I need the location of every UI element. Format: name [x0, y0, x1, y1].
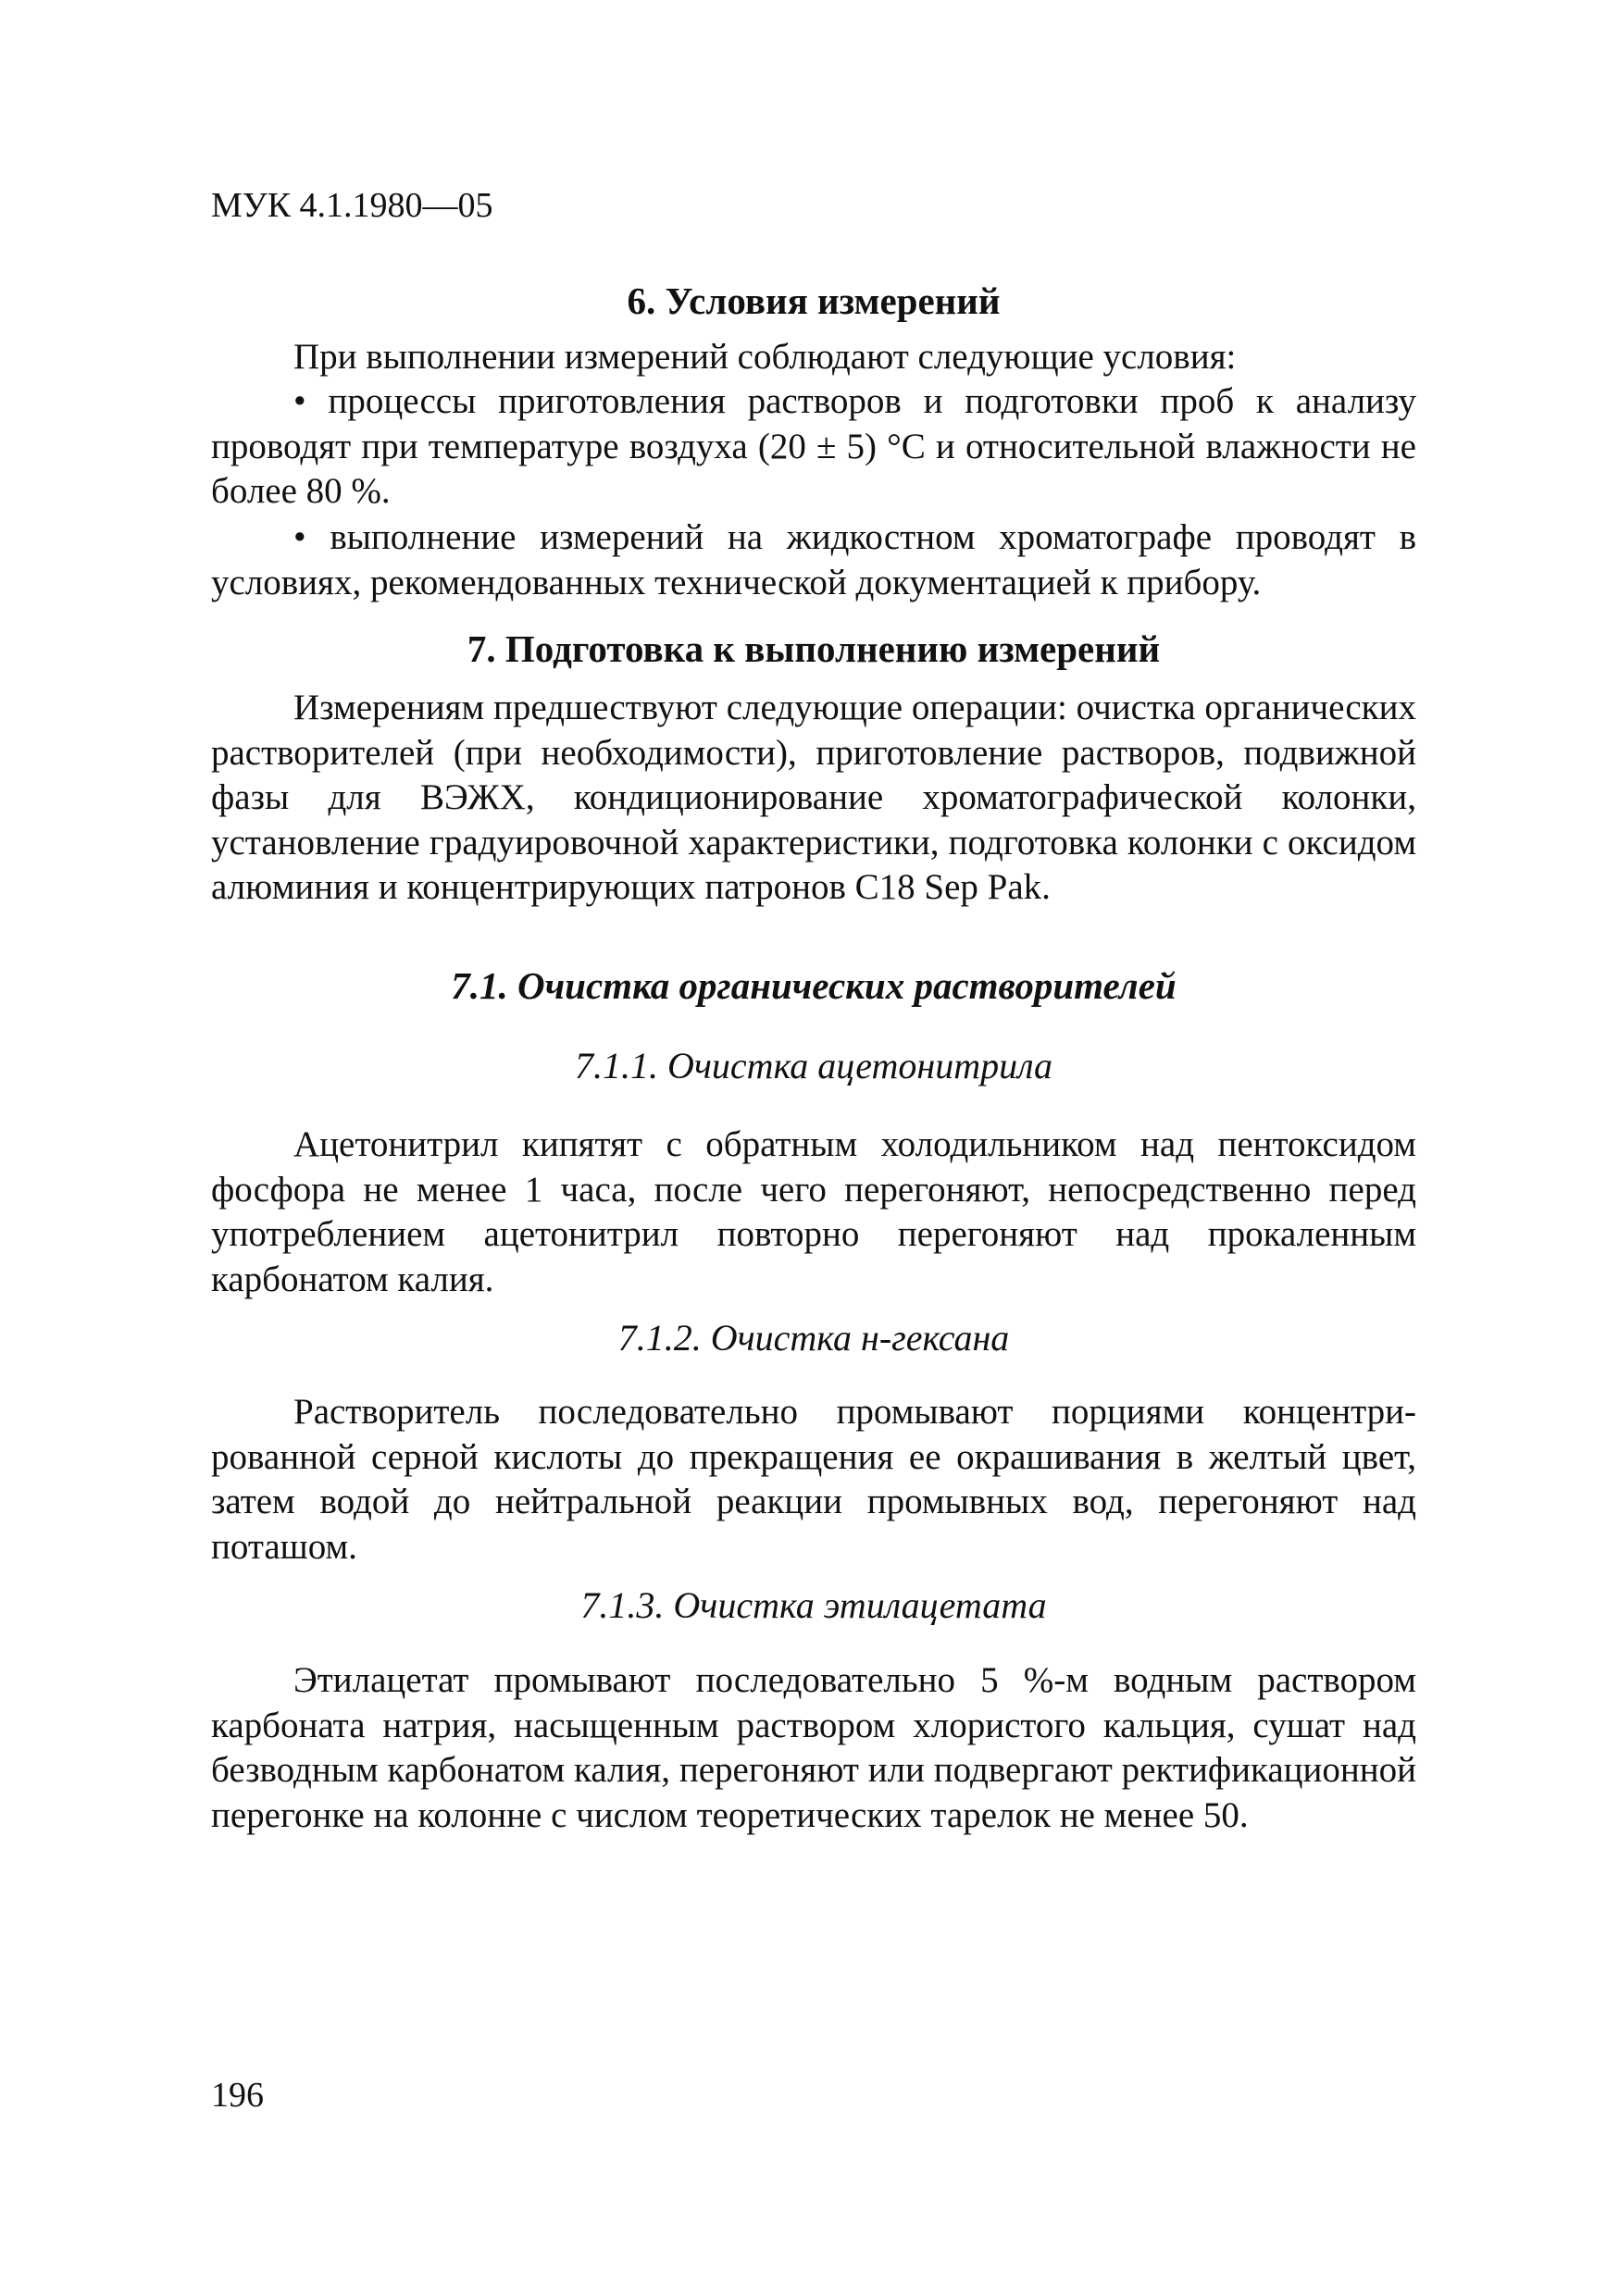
section-7-1-title: 7.1. Очистка органических растворителей	[451, 964, 1177, 1007]
bullet-mark: •	[293, 517, 306, 557]
section-7-title: 7. Подготовка к выполнению измерений	[467, 627, 1161, 670]
section-6-bullet-2	[211, 515, 1416, 605]
section-6-title: 6. Условия измерений	[627, 279, 1001, 322]
section-7-paragraph: Измерениям предшествуют следующие операции: очистка органических растворителей (при необходимости), приготовление растворов, подвижной фазы для ВЭЖХ, кондиционирование хроматографической колонки, установление градуировочной характеристики, подготовка колонки с оксидом алюминия и концентрирующих патронов C18 Sep Pak.	[211, 688, 1416, 907]
section-6-intro: При выполнении измерений соблюдают следующие условия:	[293, 337, 1237, 377]
section-7-1-1-paragraph: Ацетонитрил кипятят с обратным холодильником над пентоксидом фосфора не менее 1 часа, после чего перегоняют, непосредственно перед употреблением ацетонитрил повторно перегоняют над прокаленным карбонатом калия.	[211, 1124, 1416, 1299]
bullet-mark: •	[293, 381, 306, 421]
bullet-text: выполнение измерений на жидкостном хроматографе проводят в условиях, рекомендованных технической документацией к прибору.	[211, 517, 1416, 602]
section-7-1-1-title: 7.1.1. Очистка ацетонитрила	[574, 1045, 1053, 1086]
section-7-1-2-paragraph: Растворитель последовательно промывают порциями концентрированной серной кислоты до прекращения ее окрашивания в желтый цвет, затем водой до нейтральной реакции промывных вод, перегоняют над поташом.	[211, 1392, 1416, 1567]
page-number: 196	[211, 2076, 264, 2115]
section-7-1-2-title: 7.1.2. Очистка н-гексана	[617, 1317, 1010, 1359]
bullet-text: процессы приготовления растворов и подготовки проб к анализу проводят при температуре воздуха (20 ± 5) °С и относительной влажности не более 80 %.	[211, 381, 1417, 511]
section-7-1-3-paragraph: Этилацетат промывают последовательно 5 %-м водным раствором карбоната натрия, насыщенным раствором хлористого кальция, сушат над безводным карбонатом калия, перегоняют или подвергают ректификационной перегонке на колонне с числом теоретических тарелок не менее 50.	[211, 1660, 1416, 1835]
document-code: МУК 4.1.1980—05	[211, 186, 493, 225]
section-7-1-3-title: 7.1.3. Очистка этилацетата	[580, 1584, 1047, 1626]
section-6-bullet-1	[211, 379, 1416, 515]
